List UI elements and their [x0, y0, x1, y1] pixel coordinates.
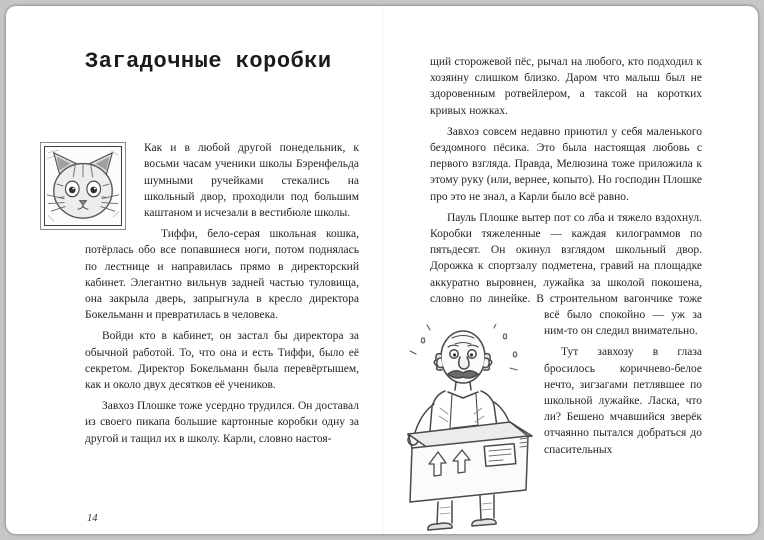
page-number: 14	[87, 513, 98, 524]
cat-illustration-frame	[44, 146, 122, 226]
paragraph: Как и в любой другой понедельник, к восьми часам ученики школы Бэренфельда шумными ручейками стекались на школьный двор, проходили под большим каштаном и исчезали в вестибюле школы.	[144, 142, 359, 220]
paragraph: Завхоз совсем недавно приютил у себя маленького бездомного пёсика. Это была настоящая любовь с первого взгляда. Правда, Мелюзина тоже приложила к этому руку (или, вернее, копыто). Но господин Плошке про это не знал, а Карли было всё равно.	[430, 125, 702, 203]
janitor-drawing	[382, 324, 546, 534]
cat-illustration	[40, 142, 126, 230]
paragraph: Тиффи, бело-серая школьная кошка, потёрлась обо все попавшиеся ноги, потом поднялась по лестнице и направилась прямо в директорский кабинет. Элегантно вильнув задней частью туловища, она закрыла дверь, запрыгнула в кресло директора Бокельманн и превратилась в человека.	[85, 228, 359, 322]
paragraph: Войди кто в кабинет, он застал бы директора за обычной работой. То, что она и есть Тиффи, было её секретом. Директор Бокельманн была перевёртышем, как и около двух десятков её учеников.	[85, 330, 359, 392]
left-page	[85, 49, 359, 452]
chapter-title: Загадочные коробки	[85, 49, 332, 74]
cat-face-drawing	[45, 147, 121, 225]
paragraph: Пауль Плошке вытер пот со лба и тяжело вздохнул. Коробки тяжеленные — каждая килограммов по пятьдесят. Он окинул взглядом школьный двор. Дорожка к спортзалу подметена, гравий на площадке аккуратно выровнен, лужайка за школой покошена, словно по линейке. В строительном вагончике тоже всё было спокойно — уж за ним-то он следил внимательно.	[430, 211, 702, 338]
book-spread	[6, 6, 758, 534]
man-with-box-illustration	[382, 324, 546, 534]
paragraph: Завхоз Плошке тоже усердно трудился. Он доставал из своего пикапа большие картонные коробки одну за другой и тащил их в школу. Карли, словно настоя-	[85, 400, 359, 445]
paragraph: щий сторожевой пёс, рычал на любого, кто подходил к хозяину слишком близко. Даром что малыш был не здоровенным ротвейлером, а таксой на коротких кривых ножках.	[430, 56, 702, 117]
paragraph: Тут завхозу в глаза бросилось коричнево-белое нечто, зигзагами петлявшее по школьной лужайке. Ласка, что ли? Бешено мчавшийся зверёк отчаянно пытался добраться до спасительных	[544, 346, 702, 456]
left-page-body	[85, 140, 359, 447]
